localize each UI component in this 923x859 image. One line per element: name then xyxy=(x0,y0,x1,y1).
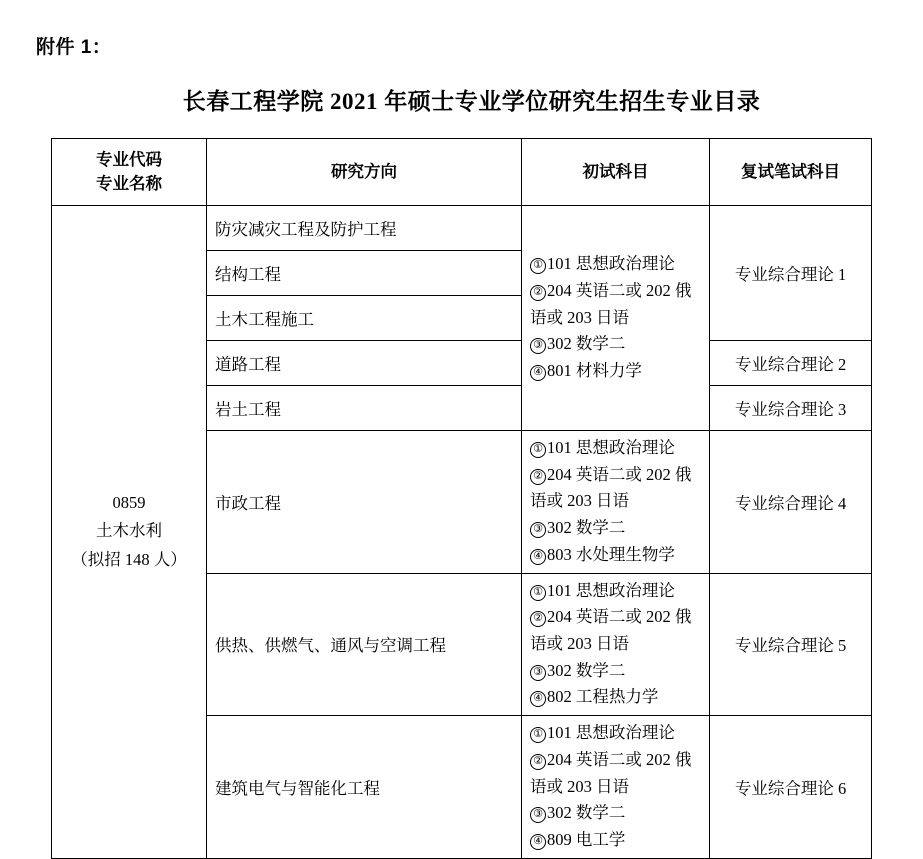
circled-number-icon: ③ xyxy=(530,665,546,681)
exam-line xyxy=(530,515,701,542)
column-header-first-exam: 初试科目 xyxy=(522,139,710,206)
retest-cell: 专业综合理论 2 xyxy=(710,341,872,386)
exam-line xyxy=(530,488,701,515)
column-header-direction: 研究方向 xyxy=(207,139,522,206)
exam-line-text: 801 材料力学 xyxy=(547,361,642,381)
circled-number-icon: ② xyxy=(530,754,546,770)
exam-line xyxy=(530,278,701,305)
exam-line-text: 809 电工学 xyxy=(547,830,626,850)
exam-line-text: 语或 203 日语 xyxy=(530,634,629,654)
circled-number-icon: ④ xyxy=(530,549,546,565)
exam-line xyxy=(530,827,701,854)
direction-cell: 市政工程 xyxy=(207,431,522,574)
exam-line-text: 101 思想政治理论 xyxy=(547,254,675,274)
retest-cell: 专业综合理论 4 xyxy=(710,431,872,574)
major-code: 0859 xyxy=(112,492,146,512)
direction-cell: 供热、供燃气、通风与空调工程 xyxy=(207,573,522,716)
exam-line-text: 302 数学二 xyxy=(547,334,626,354)
exam-line-text: 语或 203 日语 xyxy=(530,491,629,511)
major-quota: （拟招 148 人） xyxy=(71,550,187,570)
attachment-label: 附件 1： xyxy=(36,37,112,58)
major-code-cell xyxy=(52,206,207,859)
exam-line-text: 101 思想政治理论 xyxy=(547,438,675,457)
first-exam-cell xyxy=(522,431,710,574)
page-title: 长春工程学院 2021 年硕士专业学位研究生招生专业目录 xyxy=(182,89,761,114)
exam-line-text: 204 英语二或 202 俄 xyxy=(547,749,692,769)
admissions-catalog-table xyxy=(51,138,872,859)
retest-cell: 专业综合理论 5 xyxy=(710,573,872,716)
column-header-major-code-line1: 专业代码 xyxy=(96,150,162,170)
circled-number-icon: ② xyxy=(530,611,546,627)
first-exam-cell xyxy=(522,206,710,431)
circled-number-icon: ③ xyxy=(530,807,546,823)
exam-line-text: 302 数学二 xyxy=(547,518,626,538)
exam-line-text: 101 思想政治理论 xyxy=(547,580,675,600)
exam-line-text: 802 工程热力学 xyxy=(547,687,659,707)
retest-cell: 专业综合理论 1 xyxy=(710,206,872,341)
exam-line-text: 101 思想政治理论 xyxy=(547,723,675,743)
exam-line-text: 302 数学二 xyxy=(547,660,626,680)
circled-number-icon: ④ xyxy=(530,834,546,850)
first-exam-cell xyxy=(522,573,710,716)
circled-number-icon: ① xyxy=(530,442,546,458)
circled-number-icon: ④ xyxy=(530,365,546,381)
exam-line xyxy=(530,251,701,278)
circled-number-icon: ④ xyxy=(530,691,546,707)
column-header-major-code-line2: 专业名称 xyxy=(96,174,162,193)
direction-cell: 结构工程 xyxy=(207,251,522,296)
retest-cell: 专业综合理论 6 xyxy=(710,716,872,859)
direction-cell: 建筑电气与智能化工程 xyxy=(207,716,522,859)
exam-line xyxy=(530,435,701,462)
exam-line xyxy=(530,658,701,685)
exam-line xyxy=(530,684,701,711)
direction-cell: 土木工程施工 xyxy=(207,296,522,341)
exam-line xyxy=(530,604,701,631)
circled-number-icon: ③ xyxy=(530,522,546,538)
exam-line xyxy=(530,542,701,569)
exam-line xyxy=(530,462,701,489)
exam-line-text: 204 英语二或 202 俄 xyxy=(547,280,692,300)
circled-number-icon: ② xyxy=(530,285,546,301)
exam-line xyxy=(530,800,701,827)
exam-line xyxy=(530,747,701,774)
retest-cell: 专业综合理论 3 xyxy=(710,386,872,431)
exam-line xyxy=(530,720,701,747)
exam-line-text: 语或 203 日语 xyxy=(530,307,629,327)
direction-cell: 道路工程 xyxy=(207,341,522,386)
exam-line xyxy=(530,578,701,605)
exam-line-text: 语或 203 日语 xyxy=(530,776,629,796)
exam-line xyxy=(530,305,701,332)
table-row xyxy=(52,206,872,251)
table-header-row xyxy=(52,139,872,206)
circled-number-icon: ① xyxy=(530,258,546,274)
exam-line xyxy=(530,631,701,658)
column-header-major-code xyxy=(52,139,207,206)
exam-line xyxy=(530,331,701,358)
exam-line-text: 302 数学二 xyxy=(547,803,626,823)
column-header-retest: 复试笔试科目 xyxy=(710,139,872,206)
exam-line-text: 803 水处理生物学 xyxy=(547,544,675,564)
circled-number-icon: ② xyxy=(530,469,546,485)
circled-number-icon: ① xyxy=(530,727,546,743)
major-name: 土木水利 xyxy=(96,521,162,541)
exam-line-text: 204 英语二或 202 俄 xyxy=(547,464,692,484)
direction-cell: 岩土工程 xyxy=(207,386,522,431)
exam-line xyxy=(530,358,701,385)
exam-line-text: 204 英语二或 202 俄 xyxy=(547,607,692,627)
circled-number-icon: ① xyxy=(530,585,546,601)
direction-cell: 防灾减灾工程及防护工程 xyxy=(207,206,522,251)
circled-number-icon: ③ xyxy=(530,338,546,354)
